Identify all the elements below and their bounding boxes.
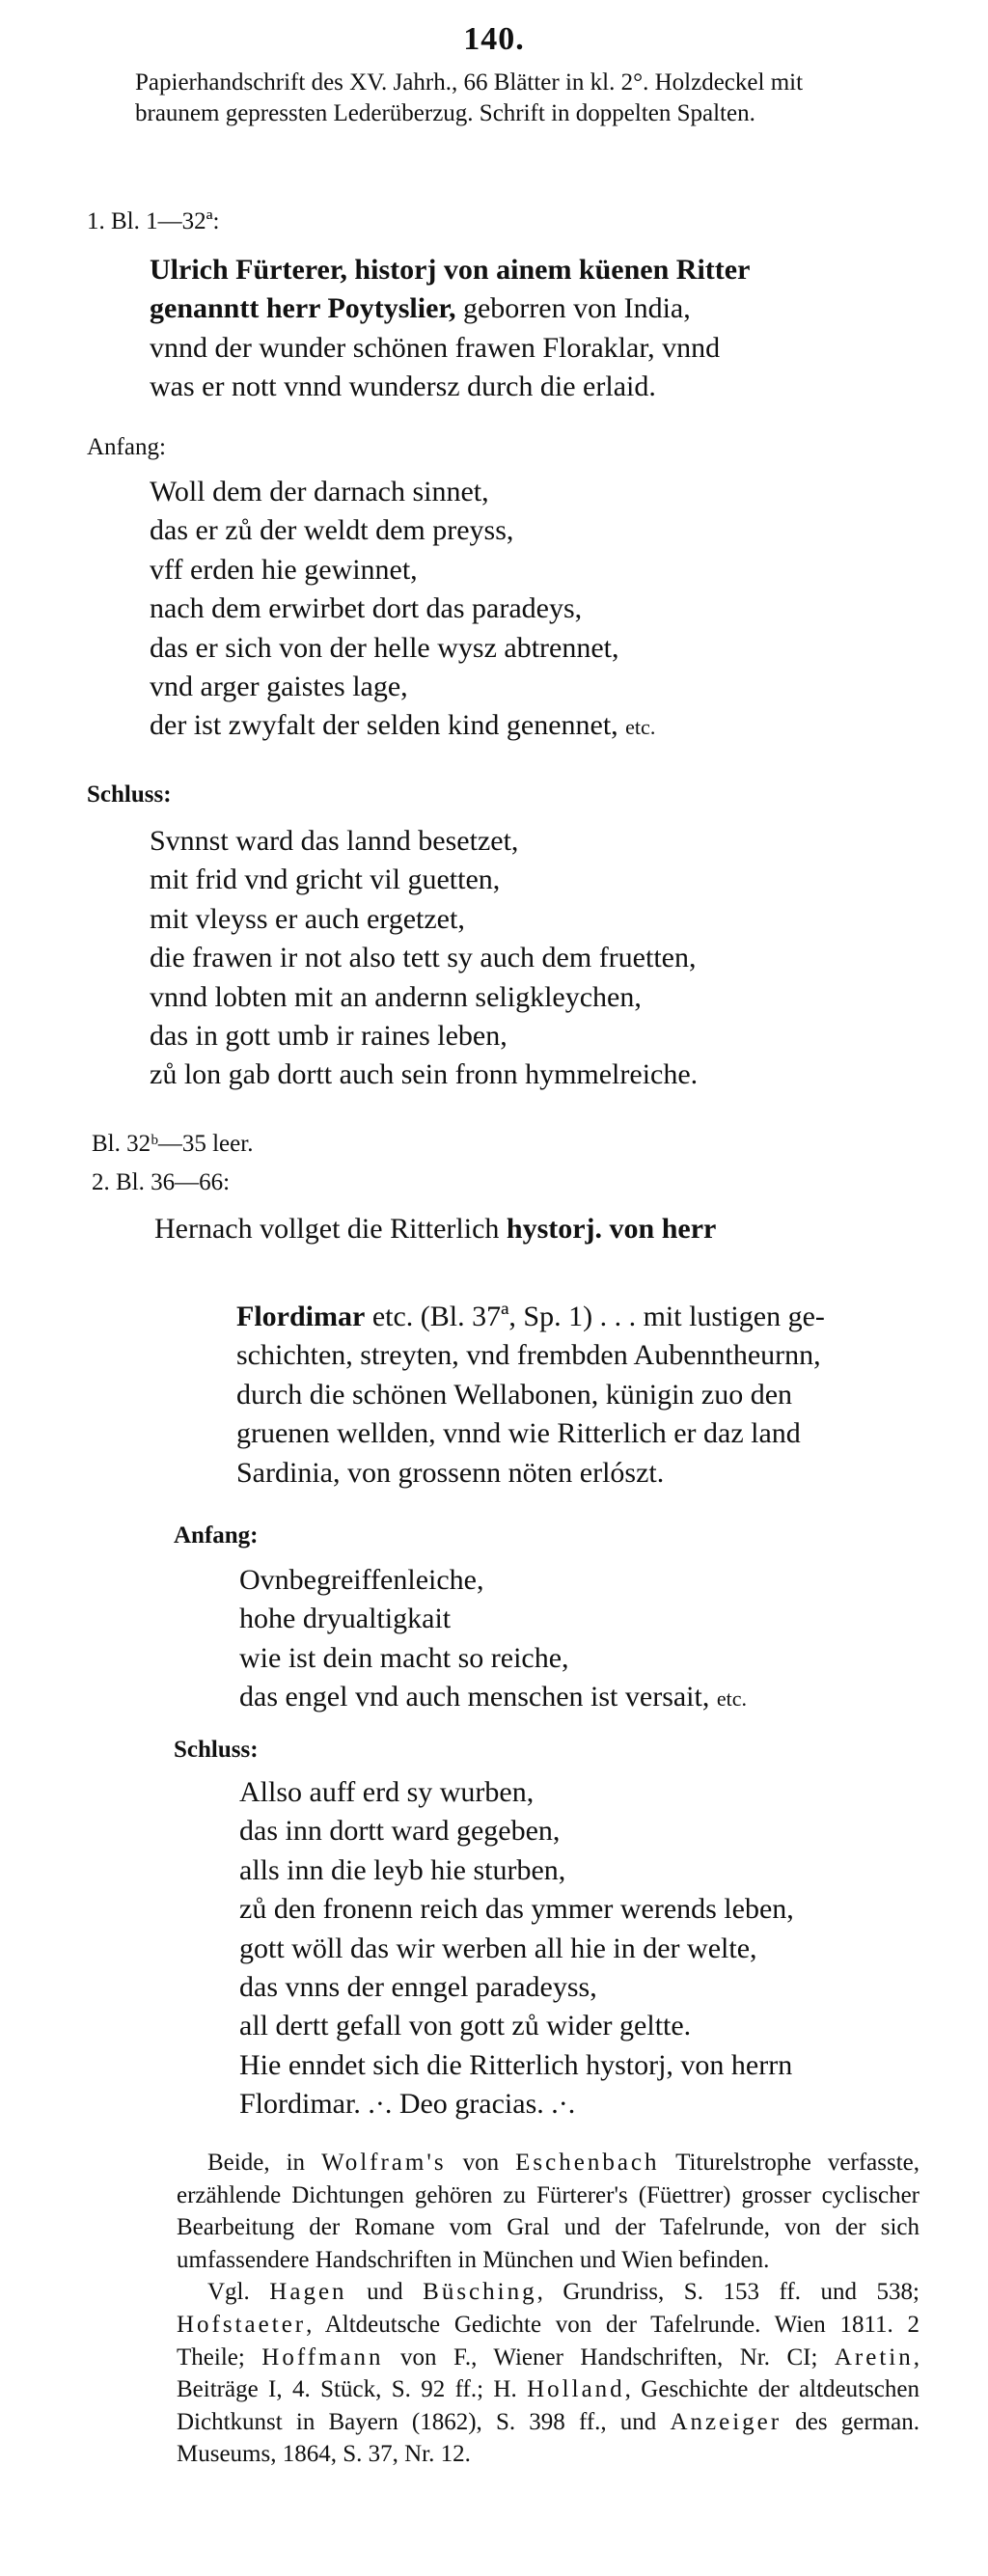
verse-line: Svnnst ward das lannd besetzet, bbox=[150, 825, 519, 857]
section1-label: 1. Bl. 1—32ª: bbox=[87, 208, 220, 234]
verse-line: zů den fronenn reich das ymmer werends leben, bbox=[239, 1893, 794, 1926]
section2-anfang-label: Anfang: bbox=[174, 1522, 259, 1548]
section2-schluss-label: Schluss: bbox=[174, 1737, 259, 1763]
verse-line: zů lon gab dortt auch sein fronn hymmelreiche. bbox=[150, 1058, 699, 1091]
title-line: durch die schönen Wellabonen, künigin zuo den bbox=[236, 1378, 793, 1411]
section2-anfang-verse bbox=[239, 1561, 747, 1719]
title-line: genanntt herr Poytyslier, geborren von India, bbox=[150, 292, 691, 325]
title-line: Ulrich Fürterer, historj von ainem küenen Ritter bbox=[150, 254, 751, 286]
verse-line: mit vleyss er auch ergetzet, bbox=[150, 902, 465, 935]
verse-line: vnnd lobten mit an andernn seligkleychen, bbox=[150, 980, 642, 1013]
verse-line: hohe dryualtigkait bbox=[239, 1603, 452, 1635]
commentary-paragraph: Beide, in Wolfram's von Eschenbach Titurelstrophe verfasste, erzählende Dichtungen gehören zu Fürterer's (Füettrer) grosser cyclischer Bearbeitung der Romane vom Gral und der Tafelrunde, von der sich umfassendere Handschriften in München und Wien befinden. bbox=[177, 2150, 919, 2273]
verse-line: mit frid vnd gricht vil guetten, bbox=[150, 863, 501, 896]
verse-line: das engel vnd auch menschen ist versait, etc. bbox=[239, 1681, 748, 1713]
verse-line: wie ist dein macht so reiche, bbox=[239, 1641, 569, 1674]
commentary-paragraph: Vgl. Hagen und Büsching, Grundriss, S. 153 ff. und 538; Hofstaeter, Altdeutsche Gedichte von der Tafelrunde. Wien 1811. 2 Theile; Hoffmann von F., Wiener Handschriften, Nr. CI; Aretin, Beiträge I, 4. Stück, S. 92 ff.; H. Holland, Geschichte der altdeutschen Dichtkunst in Bayern (1862), S. 398 ff., und Anzeiger des german. Museums, 1864, S. 37, Nr. 12. bbox=[177, 2279, 920, 2468]
title-line: Sardinia, von grossenn nöten erlószt. bbox=[236, 1456, 665, 1489]
section2-title bbox=[236, 1298, 917, 1493]
title-line: vnnd der wunder schönen frawen Floraklar, vnnd bbox=[150, 331, 721, 364]
section1-anfang-label: Anfang: bbox=[87, 434, 166, 460]
page-number: 140. bbox=[463, 21, 525, 57]
title-line: gruenen wellden, vnnd wie Ritterlich er daz land bbox=[236, 1417, 801, 1450]
section1-schluss-verse bbox=[150, 822, 698, 1095]
verse-line: das in gott umb ir raines leben, bbox=[150, 1020, 508, 1053]
title-line: was er nott vnnd wundersz durch die erlaid. bbox=[150, 370, 656, 403]
verse-line: nach dem erwirbet dort das paradeys, bbox=[150, 592, 583, 625]
section1-schluss-label: Schluss: bbox=[87, 781, 172, 808]
verse-line: das er zů der weldt dem preyss, bbox=[150, 514, 514, 547]
title-line: schichten, streyten, vnd frembden Aubenntheurnn, bbox=[236, 1339, 821, 1372]
verse-line: vff erden hie gewinnet, bbox=[150, 553, 418, 586]
section2-heading: Hernach vollget die Ritterlich hystorj. von herr bbox=[154, 1213, 717, 1245]
verse-line: der ist zwyfalt der selden kind genennet, etc. bbox=[150, 709, 656, 742]
verse-line: Woll dem der darnach sinnet, bbox=[150, 476, 489, 507]
manuscript-description: Papierhandschrift des XV. Jahrh., 66 Blätter in kl. 2°. Holzdeckel mit braunem gepressten Lederüberzug. Schrift in doppelten Spalten. bbox=[135, 69, 804, 126]
verse-line: das vnns der enngel paradeyss, bbox=[239, 1971, 597, 2004]
section1-title bbox=[150, 251, 750, 407]
verse-line: das er sich von der helle wysz abtrennet, bbox=[150, 631, 619, 664]
verse-line: Flordimar. .·. Deo gracias. .·. bbox=[239, 2088, 576, 2121]
verse-line: Ovnbegreiffenleiche, bbox=[239, 1564, 484, 1596]
verse-line: all dertt gefall von gott zů wider geltte. bbox=[239, 2010, 692, 2042]
verse-line: das inn dortt ward gegeben, bbox=[239, 1815, 561, 1848]
section1-anfang-verse bbox=[150, 473, 655, 748]
section2-label: 2. Bl. 36—66: bbox=[92, 1169, 231, 1195]
verse-line: die frawen ir not also tett sy auch dem fruetten, bbox=[150, 942, 697, 974]
verse-line: Hie enndet sich die Ritterlich hystorj, von herrn bbox=[239, 2048, 793, 2081]
commentary bbox=[177, 2147, 919, 2471]
leer-note: Bl. 32ᵇ—35 leer. bbox=[92, 1131, 254, 1157]
verse-line: alls inn die leyb hie sturben, bbox=[239, 1853, 566, 1886]
title-line: Flordimar etc. (Bl. 37ª, Sp. 1) . . . mit lustigen ge- bbox=[236, 1301, 825, 1332]
section2-schluss-verse bbox=[239, 1773, 794, 2124]
verse-line: vnd arger gaistes lage, bbox=[150, 671, 408, 703]
verse-line: gott wöll das wir werben all hie in der welte, bbox=[239, 1932, 757, 1964]
verse-line: Allso auff erd sy wurben, bbox=[239, 1776, 535, 1808]
